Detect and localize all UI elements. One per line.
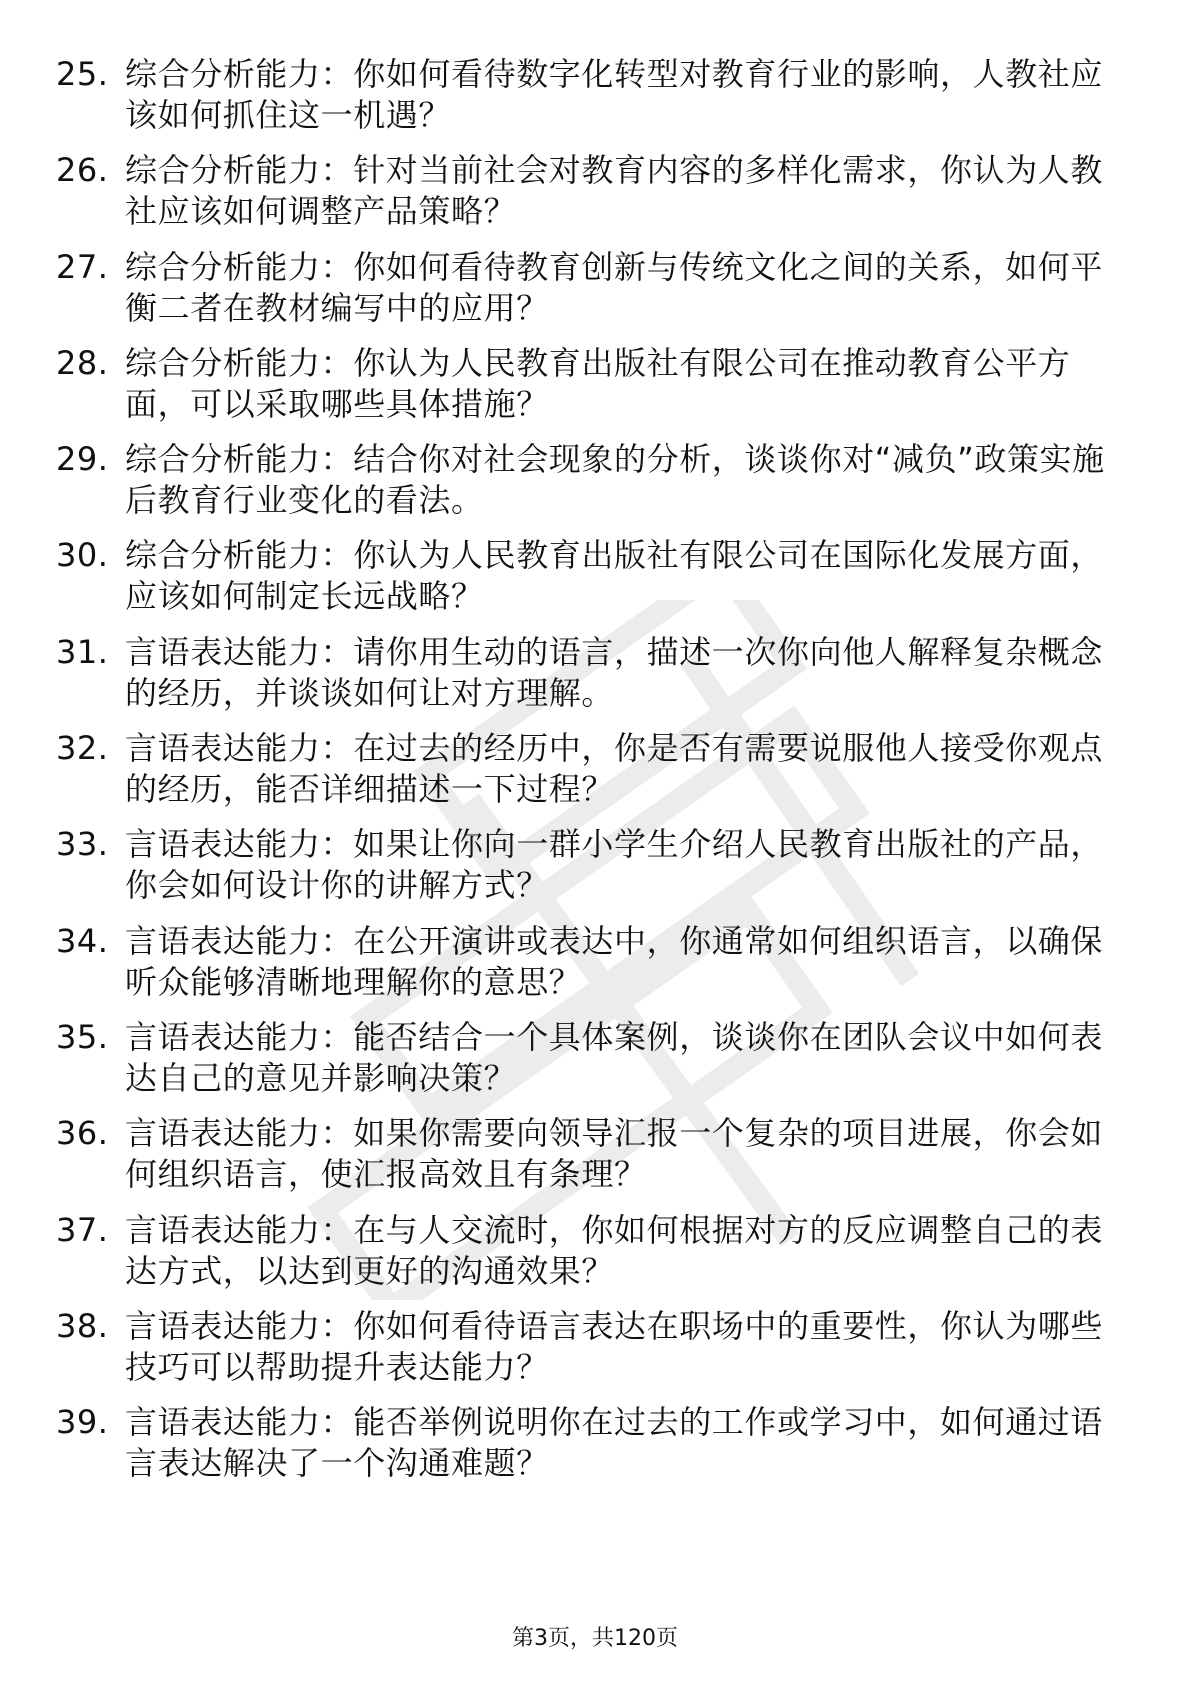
question-number: 27. [56, 247, 109, 286]
question-text: 综合分析能力：你认为人民教育出版社有限公司在推动教育公平方面，可以采取哪些具体措施？ [125, 343, 1071, 423]
question-item [0, 1113, 1190, 1209]
question-item [0, 1017, 1190, 1113]
question-item [0, 439, 1190, 535]
question-text: 言语表达能力：如果你需要向领导汇报一个复杂的项目进展，你会如何组织语言，使汇报高效且有条理？ [125, 1114, 1104, 1194]
question-text: 言语表达能力：在公开演讲或表达中，你通常如何组织语言，以确保听众能够清晰地理解你的意思？ [125, 921, 1104, 1001]
question-list [0, 54, 1190, 1498]
question-item [0, 824, 1190, 920]
question-text: 言语表达能力：请你用生动的语言，描述一次你向他人解释复杂概念的经历，并谈谈如何让对方理解。 [125, 632, 1104, 712]
question-text: 言语表达能力：能否举例说明你在过去的工作或学习中，如何通过语言表达解决了一个沟通难题？ [125, 1403, 1104, 1483]
question-number: 31. [56, 632, 109, 671]
page-footer: 第3页，共120页 [512, 1626, 678, 1651]
question-text: 综合分析能力：结合你对社会现象的分析，谈谈你对“减负”政策实施后教育行业变化的看法。 [125, 440, 1105, 520]
question-text: 言语表达能力：能否结合一个具体案例，谈谈你在团队会议中如何表达自己的意见并影响决策？ [125, 1017, 1104, 1097]
question-text: 综合分析能力：针对当前社会对教育内容的多样化需求，你认为人教社应该如何调整产品策略？ [125, 151, 1104, 231]
question-item [0, 54, 1190, 150]
question-number: 39. [56, 1403, 109, 1442]
question-text: 言语表达能力：在与人交流时，你如何根据对方的反应调整自己的表达方式，以达到更好的沟通效果？ [125, 1210, 1104, 1290]
question-text: 综合分析能力：你如何看待数字化转型对教育行业的影响，人教社应该如何抓住这一机遇？ [125, 55, 1104, 134]
question-text: 言语表达能力：在过去的经历中，你是否有需要说服他人接受你观点的经历，能否详细描述一下过程？ [125, 729, 1104, 809]
question-item [0, 921, 1190, 1017]
question-number: 32. [56, 729, 109, 768]
question-text: 综合分析能力：你认为人民教育出版社有限公司在国际化发展方面，应该如何制定长远战略？ [125, 536, 1104, 616]
question-number: 37. [56, 1210, 109, 1249]
question-number: 26. [56, 151, 109, 190]
question-item [0, 1402, 1190, 1498]
question-number: 34. [56, 921, 109, 960]
question-text: 言语表达能力：你如何看待语言表达在职场中的重要性，你认为哪些技巧可以帮助提升表达能力？ [125, 1306, 1104, 1386]
question-number: 38. [56, 1306, 109, 1345]
question-item [0, 150, 1190, 246]
question-text: 综合分析能力：你如何看待教育创新与传统文化之间的关系，如何平衡二者在教材编写中的应用？ [125, 247, 1104, 327]
question-item [0, 343, 1190, 439]
question-number: 25. [56, 55, 109, 93]
question-item [0, 1210, 1190, 1306]
question-number: 29. [56, 440, 109, 479]
question-item [0, 247, 1190, 343]
question-text: 言语表达能力：如果让你向一群小学生介绍人民教育出版社的产品，你会如何设计你的讲解方式？ [125, 825, 1104, 905]
question-number: 28. [56, 343, 109, 382]
question-number: 33. [56, 825, 109, 864]
question-item [0, 1306, 1190, 1402]
question-number: 36. [56, 1114, 109, 1153]
question-item [0, 632, 1190, 728]
question-number: 35. [56, 1017, 109, 1056]
question-item [0, 535, 1190, 631]
question-item [0, 728, 1190, 824]
question-number: 30. [56, 536, 109, 575]
